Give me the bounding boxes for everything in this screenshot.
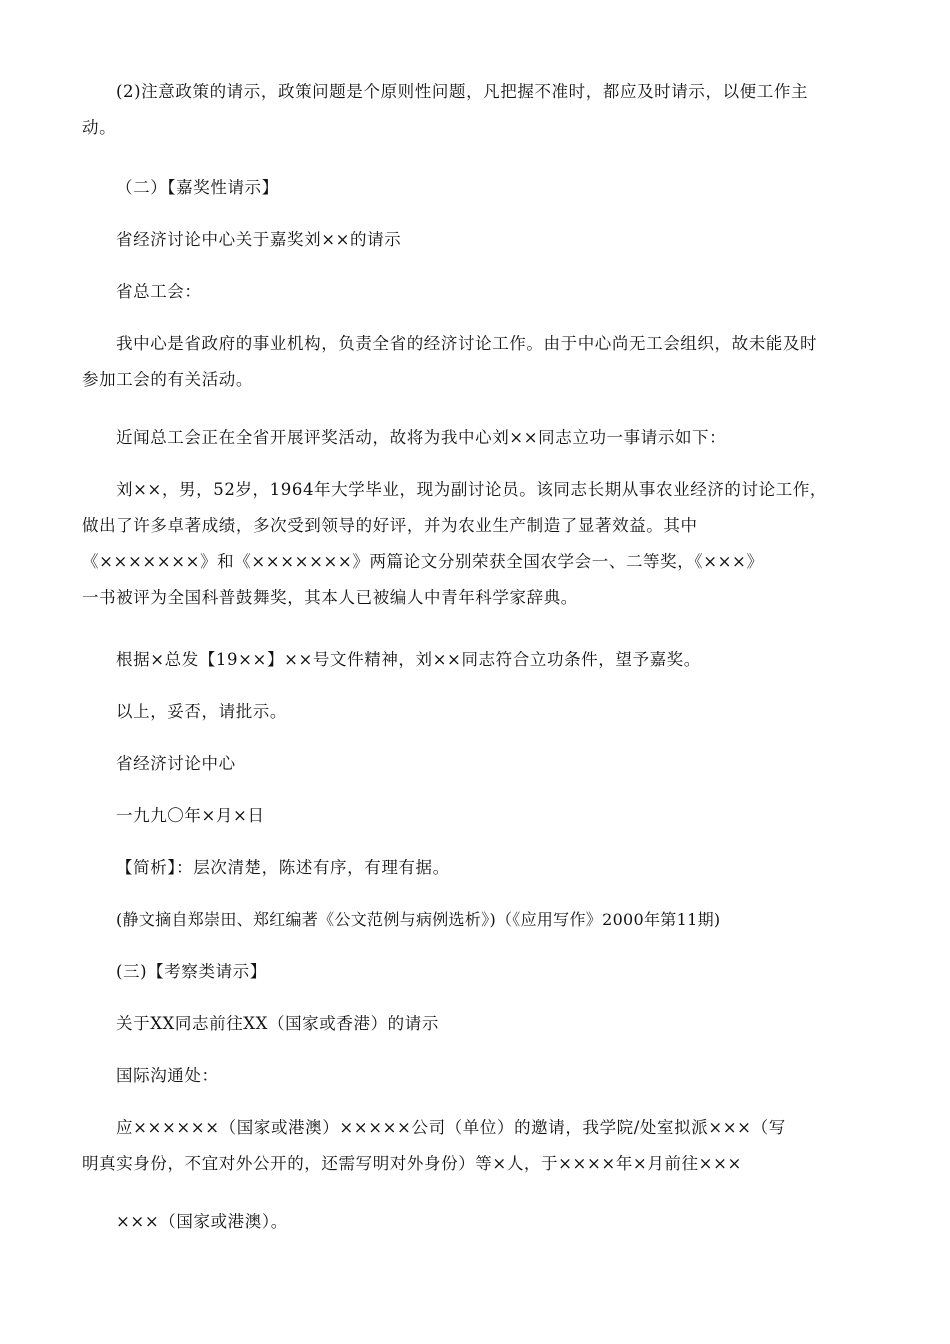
text-line: 一九九〇年×月×日 bbox=[116, 806, 265, 825]
body-paragraph bbox=[82, 1204, 872, 1240]
paragraph-policy-note bbox=[82, 74, 872, 146]
section-heading bbox=[82, 170, 872, 206]
recipient bbox=[82, 274, 872, 310]
text-line: 明真实身份，不宜对外公开的，还需写明对外身份）等×人，于××××年×月前往××× bbox=[82, 1154, 742, 1173]
text-line: 【简析】：层次清楚，陈述有序，有理有据。 bbox=[116, 858, 450, 877]
text-line: 国际沟通处： bbox=[116, 1066, 219, 1085]
body-paragraph bbox=[82, 420, 872, 456]
text-line: 动。 bbox=[82, 118, 117, 137]
section-heading bbox=[82, 954, 872, 990]
text-line: 刘××，男，52岁，1964年大学毕业，现为副讨论员。该同志长期从事农业经济的讨论工作， bbox=[116, 480, 828, 499]
text-line: 省总工会： bbox=[116, 282, 202, 301]
request-title bbox=[82, 1006, 872, 1042]
signature bbox=[82, 746, 872, 782]
text-line: 我中心是省政府的事业机构，负责全省的经济讨论工作。由于中心尚无工会组织，故未能及时 bbox=[116, 334, 818, 353]
body-paragraph bbox=[82, 326, 872, 398]
text-line: 参加工会的有关活动。 bbox=[82, 370, 253, 389]
text-line: 近闻总工会正在全省开展评奖活动，故将为我中心刘××同志立功一事请示如下： bbox=[116, 428, 727, 447]
text-line: 一书被评为全国科普鼓舞奖，其本人已被编人中青年科学家辞典。 bbox=[82, 588, 578, 607]
closing-line bbox=[82, 694, 872, 730]
text-line: 根据×总发【19××】××号文件精神，刘××同志符合立功条件，望予嘉奖。 bbox=[116, 650, 701, 669]
analysis-note bbox=[82, 850, 872, 886]
text-line: (静文摘自郑崇田、郑红编著《公文范例与病例选析》)（《应用写作》2000年第11期) bbox=[116, 910, 721, 929]
recipient bbox=[82, 1058, 872, 1094]
text-line: 《×××××××》和《×××××××》两篇论文分别荣获全国农学会一、二等奖，《×××》 bbox=[82, 552, 764, 571]
text-line: （二）【嘉奖性请示】 bbox=[116, 178, 279, 197]
body-paragraph bbox=[82, 642, 872, 678]
body-paragraph bbox=[82, 472, 872, 616]
date-line bbox=[82, 798, 872, 834]
text-line: 关于XX同志前往XX（国家或香港）的请示 bbox=[116, 1014, 439, 1033]
text-line: 应××××××（国家或港澳）×××××公司（单位）的邀请，我学院/处室拟派×××（写 bbox=[116, 1118, 786, 1137]
source-citation bbox=[82, 902, 872, 938]
text-line: (2)注意政策的请示，政策问题是个原则性问题，凡把握不准时，都应及时请示，以便工作主 bbox=[116, 82, 809, 101]
text-line: 做出了许多卓著成绩，多次受到领导的好评，并为农业生产制造了显著效益。其中 bbox=[82, 516, 698, 535]
text-line: 以上，妥否，请批示。 bbox=[116, 702, 287, 721]
text-line: (三)【考察类请示】 bbox=[116, 962, 267, 981]
text-line: 省经济讨论中心关于嘉奖刘××的请示 bbox=[116, 230, 402, 249]
text-line: 省经济讨论中心 bbox=[116, 754, 236, 773]
request-title bbox=[82, 222, 872, 258]
body-paragraph bbox=[82, 1110, 872, 1182]
text-line: ×××（国家或港澳）。 bbox=[116, 1212, 288, 1231]
